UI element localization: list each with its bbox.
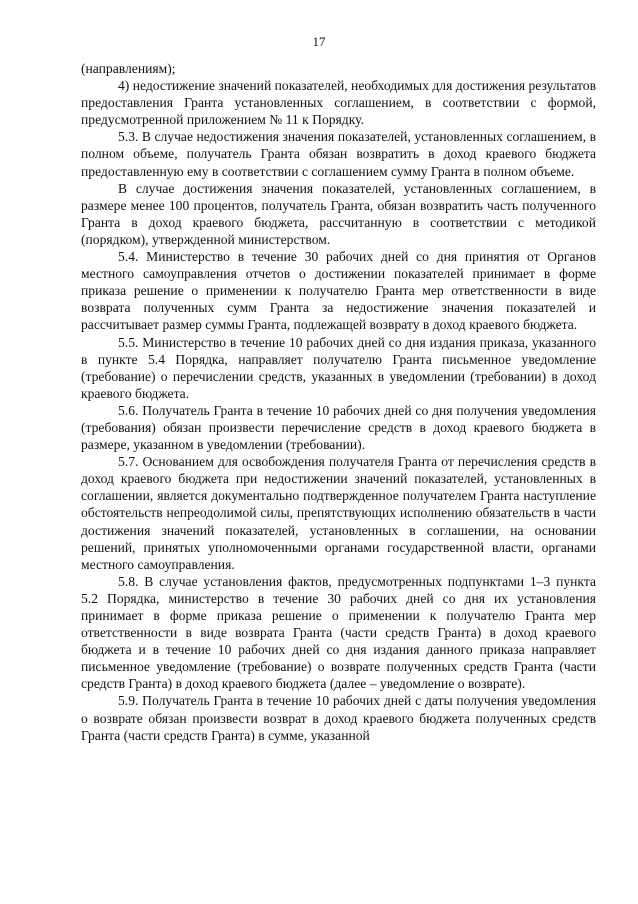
paragraph-5-3-partial: В случае достижения значения показателей, установленных соглашением, в размере менее 100 процентов, получатель Гранта, обязан возвратить часть полученного Гранта в доход краевого бюджета, рассчитанную в соответствии с методикой (порядком), утвержденной министерством. xyxy=(81,180,596,247)
paragraph-5-6: 5.6. Получатель Гранта в течение 10 рабочих дней со дня получения уведомления (требования) обязан произвести перечисление средств в доход краевого бюджета в размере, указанном в уведомлении (требовании). xyxy=(81,402,596,453)
paragraph-5-8: 5.8. В случае установления фактов, предусмотренных подпунктами 1–3 пункта 5.2 Порядка, министерство в течение 30 рабочих дней со дня их установления принимает в форме приказа решение о применении к получателю Гранта мер ответственности в виде возврата Гранта (части средств Гранта) в доход краевого бюджета и в течение 10 рабочих дней со дня издания данного приказа направляет письменное уведомление (требование) о возврате полученных средств Гранта (части средств Гранта) в доход краевого бюджета (далее – уведомление о возврате). xyxy=(81,573,596,692)
paragraph-5-9: 5.9. Получатель Гранта в течение 10 рабочих дней с даты получения уведомления о возврате обязан произвести возврат в доход краевого бюджета полученных средств Гранта (части средств Гранта) в сумме, указанной xyxy=(81,693,596,743)
paragraph-5-4: 5.4. Министерство в течение 30 рабочих дней со дня принятия от Органов местного самоуправления отчетов о достижении показателей принимает в форме приказа решение о применении к получателю Гранта мер ответственности в виде возврата полученных сумм Гранта за недостижение значения показателей и рассчитывает размер суммы Гранта, подлежащей возврату в доход краевого бюджета. xyxy=(81,249,596,333)
document-body xyxy=(81,60,596,744)
page-number: 17 xyxy=(312,34,326,49)
paragraph-5-3: 5.3. В случае недостижения значения показателей, установленных соглашением, в полном объеме, получатель Гранта обязан возвратить в доход краевого бюджета предоставленную ему в соответствии с соглашением сумму Гранта в полном объеме. xyxy=(81,129,596,179)
paragraph-item-4: 4) недостижение значений показателей, необходимых для достижения результатов предоставления Гранта установленных соглашением, в соответствии с формой, предусмотренной приложением № 11 к Порядку. xyxy=(81,78,596,128)
paragraph-continuation: (направлениям); xyxy=(81,61,176,76)
paragraph-5-5: 5.5. Министерство в течение 10 рабочих дней со дня издания приказа, указанного в пункте 5.4 Порядка, направляет получателю Гранта письменное уведомление (требование) о перечислении средств, указанных в уведомлении (требовании) в доход краевого бюджета. xyxy=(81,334,596,401)
paragraph-5-7: 5.7. Основанием для освобождения получателя Гранта от перечисления средств в доход краевого бюджета при недостижении значений показателей, установленных в соглашении, является документально подтвержденное получателем Гранта наступление обстоятельств непреодолимой силы, препятствующих исполнению обязательств в части достижения значений показателей, установленных в соглашении, на основании решений, принятых уполномоченными органами государственной власти, органами местного самоуправления. xyxy=(81,454,596,572)
